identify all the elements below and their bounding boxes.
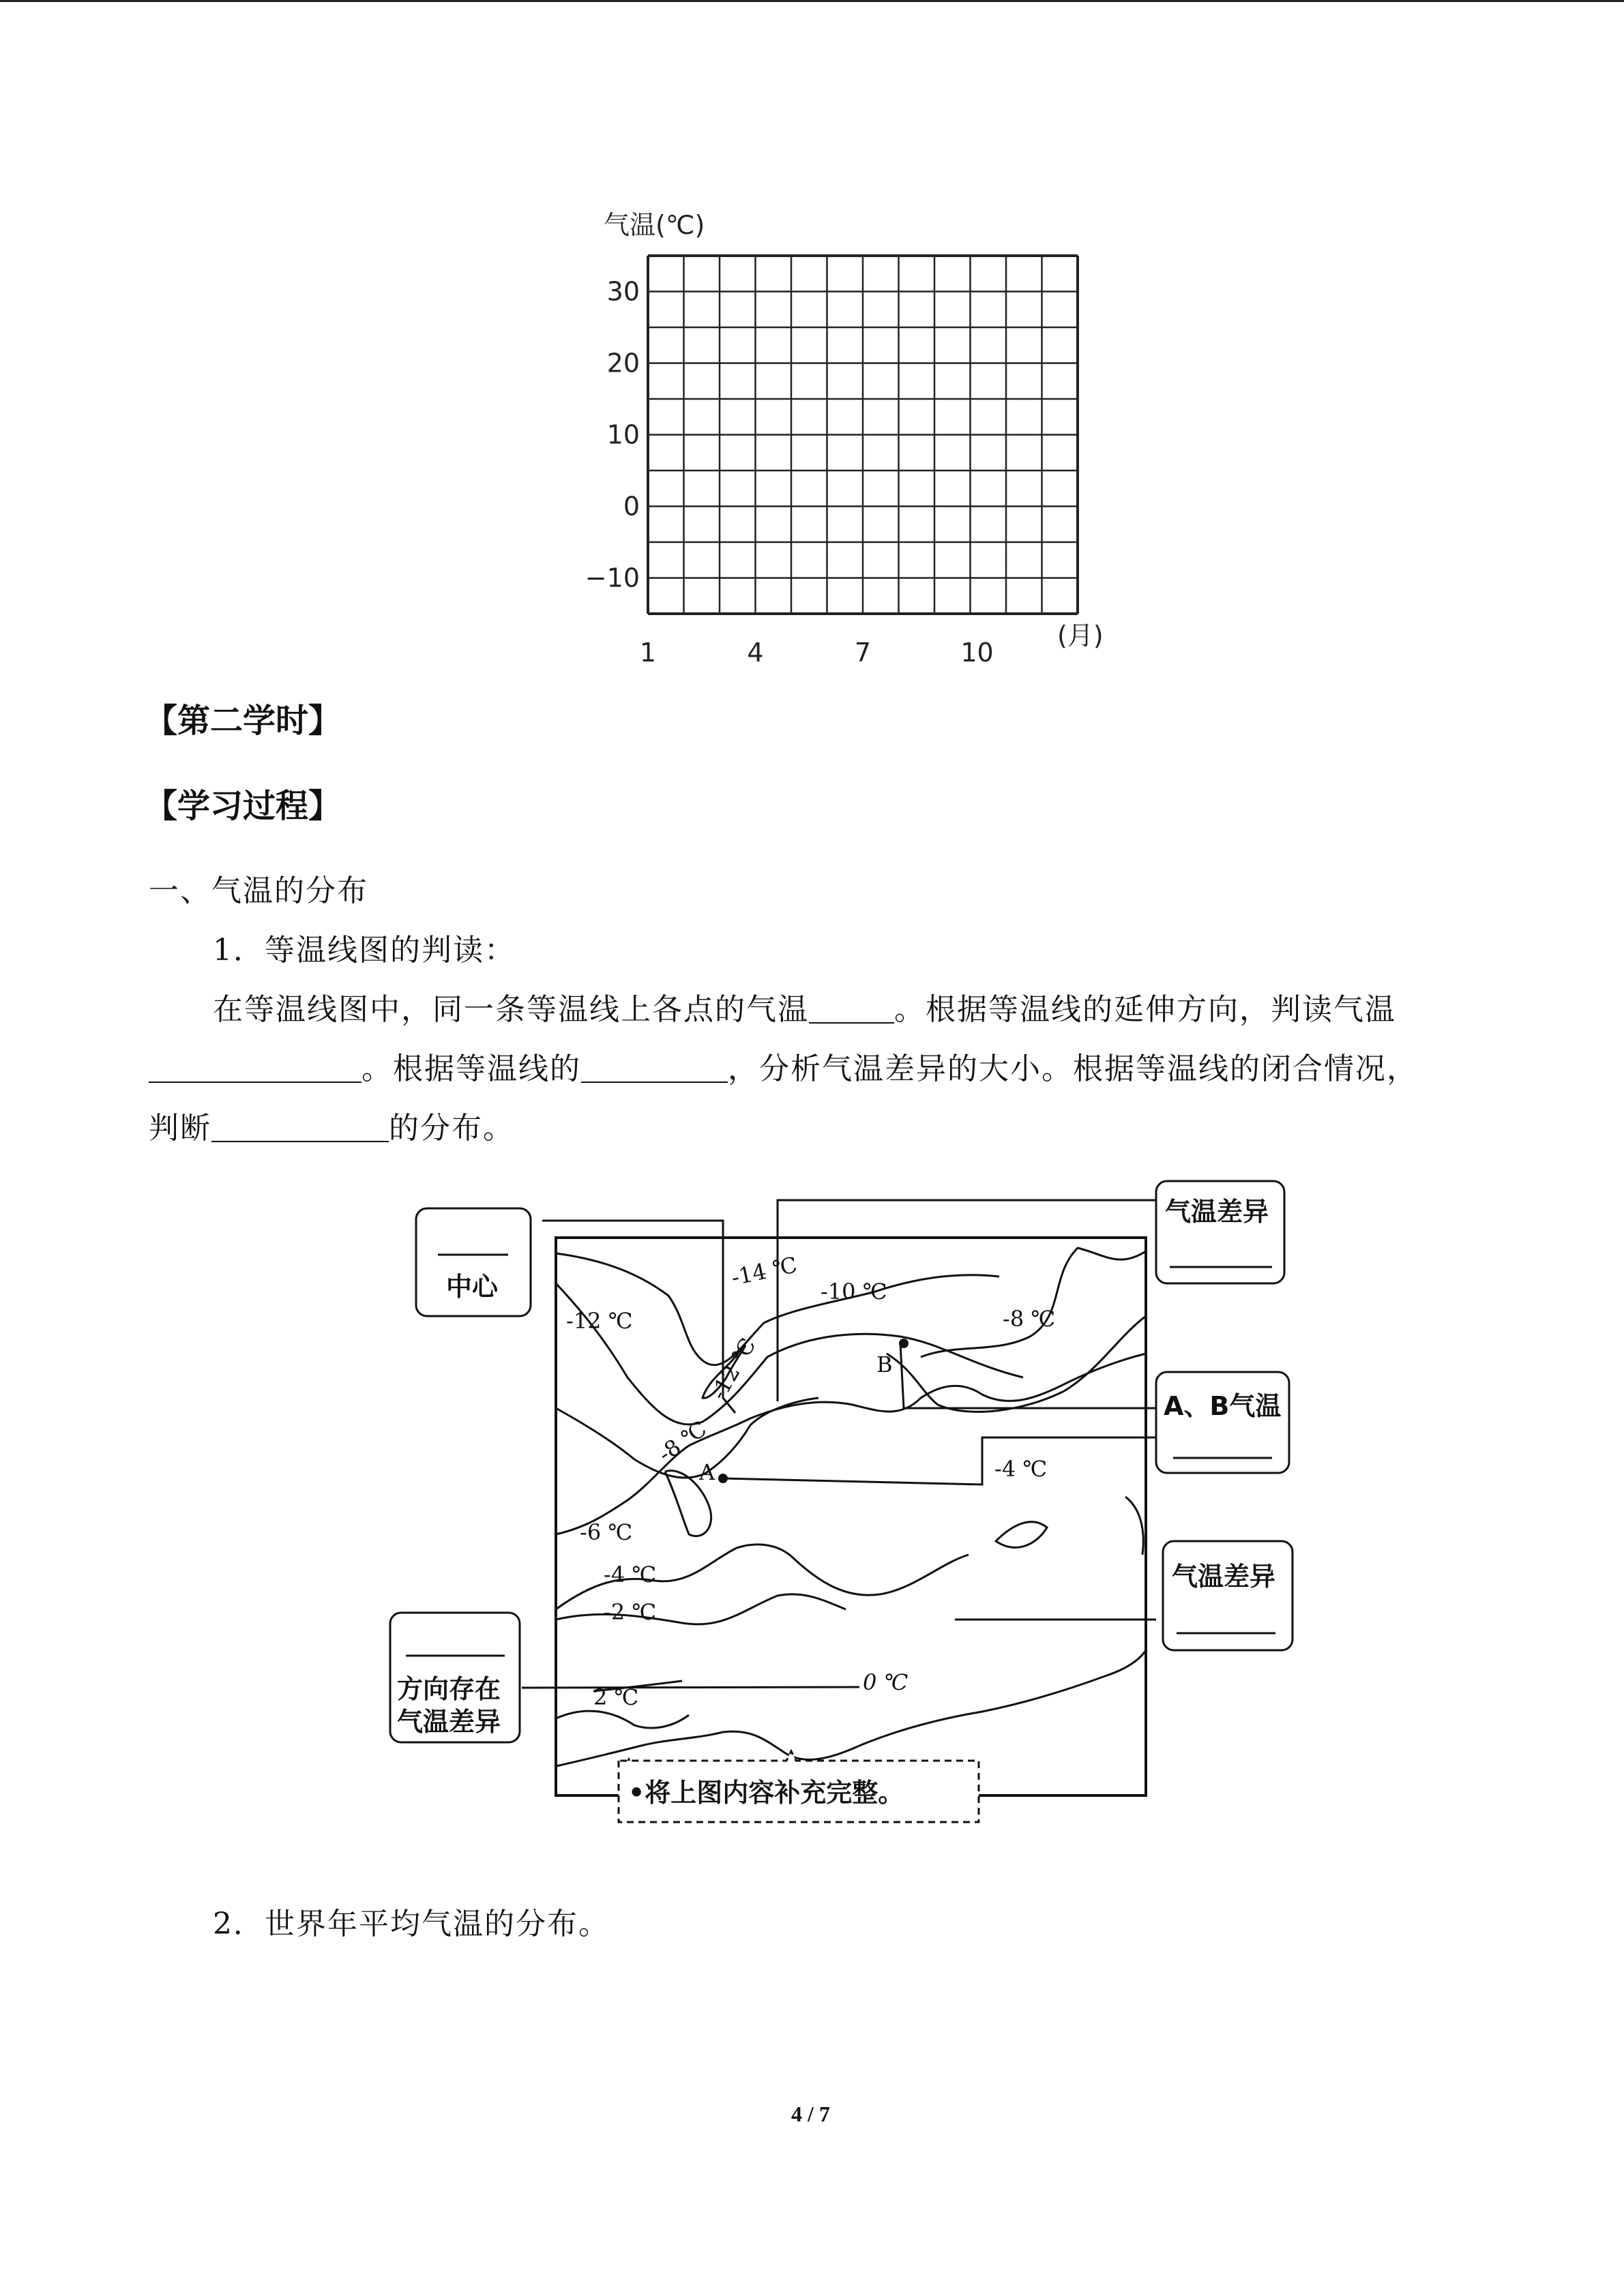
point-b-label: B bbox=[876, 1352, 893, 1377]
chart-xticks bbox=[640, 638, 994, 668]
x-tick-label: 7 bbox=[854, 638, 872, 668]
y-tick-label: 30 bbox=[606, 276, 640, 307]
para-line-3 bbox=[149, 1103, 514, 1147]
para-l2a: 。根据等温线的 bbox=[361, 1052, 581, 1086]
para-l1b: 。根据等温线的延伸方向，判读气温 bbox=[894, 992, 1396, 1027]
para-l3b: 的分布。 bbox=[389, 1111, 514, 1146]
q2-title: 2．世界年平均气温的分布。 bbox=[213, 1907, 610, 1941]
chart-grid bbox=[648, 256, 1078, 614]
callout-ab-temp bbox=[1156, 1372, 1289, 1473]
y-tick-label: 0 bbox=[623, 491, 640, 522]
q1-title: 1．等温线图的判读： bbox=[213, 933, 516, 968]
callout-diff-top bbox=[1156, 1181, 1284, 1283]
callout-ab-temp-text: A、B气温 bbox=[1164, 1391, 1282, 1421]
callout-direction bbox=[390, 1613, 520, 1742]
chart-yticks bbox=[585, 277, 640, 593]
point-a-label: A bbox=[699, 1459, 715, 1485]
callout-diff-top-text: 气温差异 bbox=[1165, 1197, 1269, 1227]
callout-diff-mid bbox=[1163, 1541, 1293, 1650]
top-border bbox=[0, 0, 1624, 2]
label-m10: -10 ℃ bbox=[821, 1279, 887, 1304]
blank-2[interactable] bbox=[149, 1052, 361, 1083]
label-m12-mid: -12 ℃ bbox=[705, 1333, 761, 1404]
callout-center-text: 中心 bbox=[446, 1272, 499, 1302]
label-m14: -14 ℃ bbox=[728, 1251, 800, 1291]
instruction-callout bbox=[617, 1732, 986, 1828]
blank-4[interactable] bbox=[211, 1111, 389, 1142]
y-tick-label: −10 bbox=[585, 563, 640, 593]
y-tick-label: 10 bbox=[606, 419, 640, 450]
label-m4-right: -4 ℃ bbox=[994, 1456, 1048, 1482]
callout-direction-line2: 气温差异 bbox=[397, 1707, 501, 1737]
x-tick-label: 1 bbox=[639, 638, 657, 668]
label-m8-left: -8 ℃ bbox=[653, 1416, 711, 1467]
y-tick-label: 20 bbox=[606, 348, 640, 378]
page-number: 4 / 7 bbox=[791, 2102, 830, 2126]
blank-1[interactable] bbox=[809, 992, 894, 1024]
label-p2: 2 ℃ bbox=[593, 1684, 639, 1710]
label-m8-right: -8 ℃ bbox=[1003, 1306, 1056, 1332]
section-heading: 【第二学时】 bbox=[145, 702, 342, 740]
x-tick-label: 10 bbox=[960, 638, 994, 668]
callout-diff-mid-text: 气温差异 bbox=[1172, 1562, 1276, 1592]
label-m12-left: -12 ℃ bbox=[566, 1308, 633, 1334]
label-m4-left: -4 ℃ bbox=[604, 1562, 657, 1587]
point-b-dot bbox=[899, 1339, 909, 1348]
label-m6: -6 ℃ bbox=[580, 1519, 633, 1545]
process-heading: 【学习过程】 bbox=[145, 787, 342, 825]
part1-title: 一、气温的分布 bbox=[149, 874, 368, 908]
callout-direction-line1: 方向存在 bbox=[397, 1674, 501, 1704]
chart-ylabel: 气温(℃) bbox=[604, 210, 705, 240]
para-line-1 bbox=[213, 985, 1396, 1028]
para-l1a: 在等温线图中，同一条等温线上各点的气温 bbox=[213, 992, 809, 1027]
para-l3a: 判断 bbox=[149, 1111, 211, 1146]
blank-3[interactable] bbox=[581, 1052, 728, 1083]
map-frame bbox=[556, 1238, 1146, 1795]
label-m2: -2 ℃ bbox=[604, 1599, 657, 1625]
chart-xlabel: (月) bbox=[1057, 621, 1104, 651]
para-l2b: ，分析气温差异的大小。根据等温线的闭合情况， bbox=[728, 1052, 1418, 1086]
label-zero: 0 ℃ bbox=[863, 1669, 909, 1695]
instruction-text: •将上图内容补充完整。 bbox=[628, 1778, 904, 1808]
point-a-dot bbox=[718, 1474, 728, 1483]
x-tick-label: 4 bbox=[747, 638, 764, 668]
para-line-2 bbox=[149, 1044, 1418, 1088]
callout-center bbox=[416, 1208, 531, 1316]
temperature-chart bbox=[580, 198, 1125, 668]
